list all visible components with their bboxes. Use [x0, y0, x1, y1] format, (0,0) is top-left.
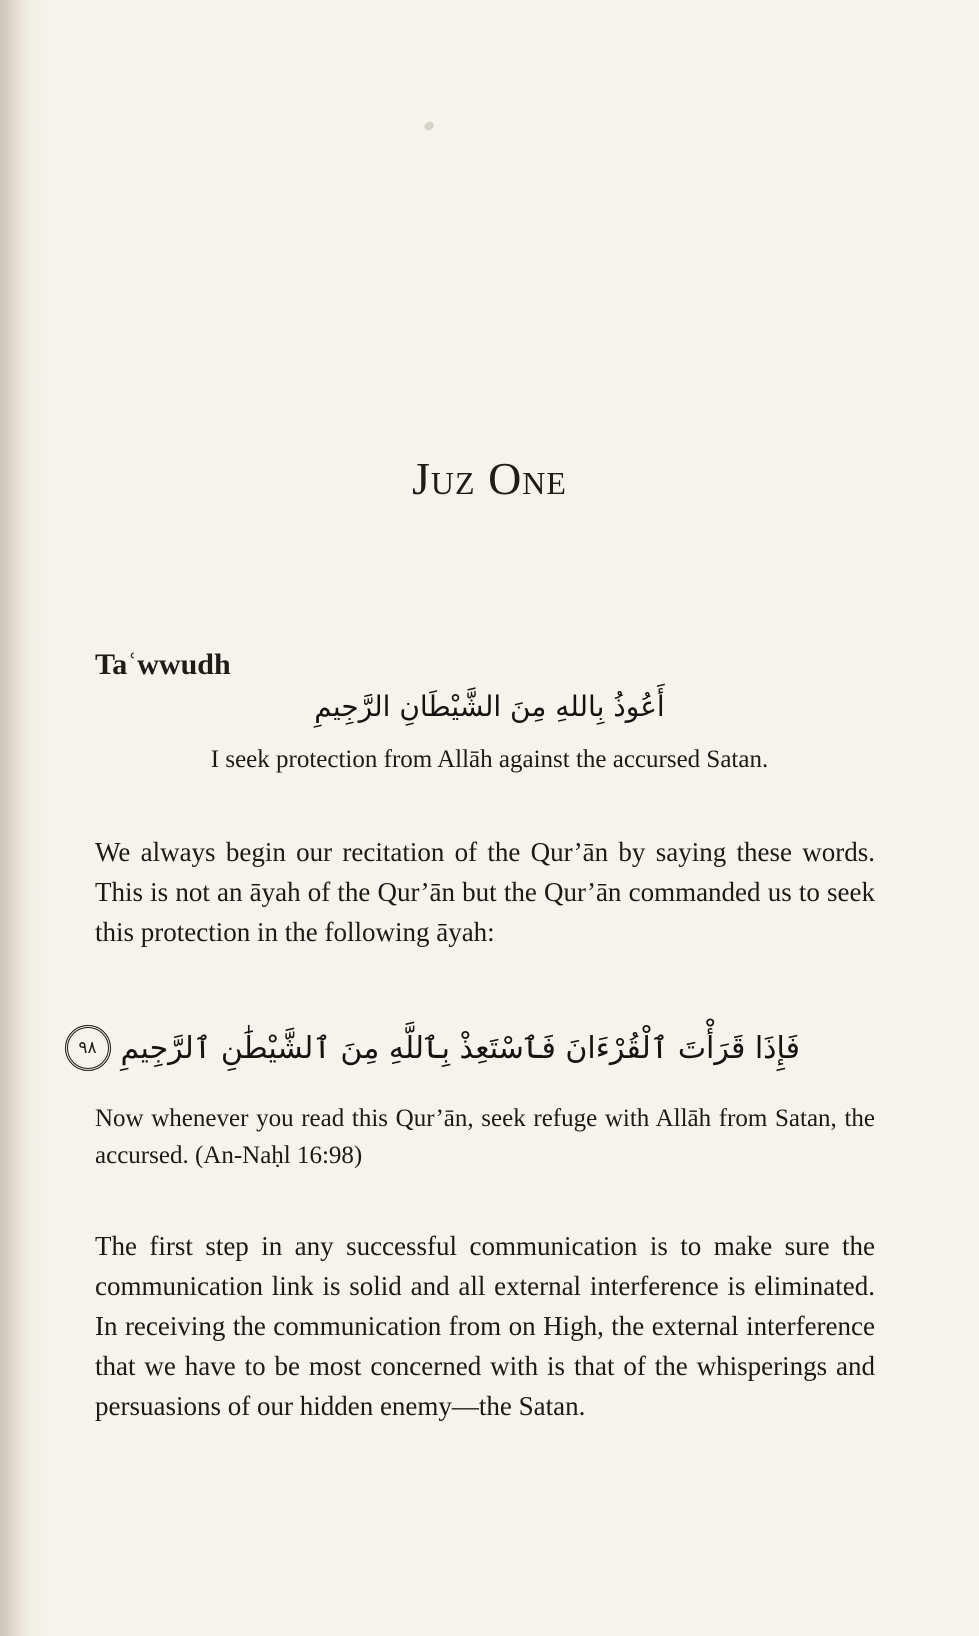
chapter-title: Juz One: [412, 453, 567, 504]
spine-shadow: [0, 0, 30, 1636]
ayah-number-marker: ٩٨: [65, 1025, 111, 1071]
page-smudge: [423, 120, 436, 132]
paragraph-communication: The first step in any successful communication is to make sure the communication link is solid and all external interference is eliminated. In receiving the communication from on High, the external interference that we have to be most concerned with is that of the whisperings and persuasions of our hidden enemy—the Satan.: [95, 1231, 875, 1421]
taawwudh-translation: I seek protection from Allāh against the accursed Satan.: [210, 746, 769, 773]
quran-verse: [78, 1020, 800, 1076]
taawwudh-arabic: أَعُوذُ بِاللهِ مِنَ الشَّيْطَانِ الرَّجِيمِ: [314, 690, 665, 723]
paragraph-intro: We always begin our recitation of the Qur’ān by saying these words. This is not an āyah of the Qur’ān but the Qur’ān commanded us to seek this protection in the following āyah:: [95, 837, 875, 947]
verse-translation: Now whenever you read this Qur’ān, seek refuge with Allāh from Satan, the accursed. (An-Naḥl 16:98): [95, 1105, 875, 1169]
section-heading: Taʿwwudh: [95, 648, 231, 681]
verse-arabic: فَإِذَا قَرَأْتَ ٱلْقُرْءَانَ فَٱسْتَعِذْ بِٱللَّهِ مِنَ ٱلشَّيْطَٰنِ ٱلرَّجِيمِ: [120, 1030, 800, 1066]
